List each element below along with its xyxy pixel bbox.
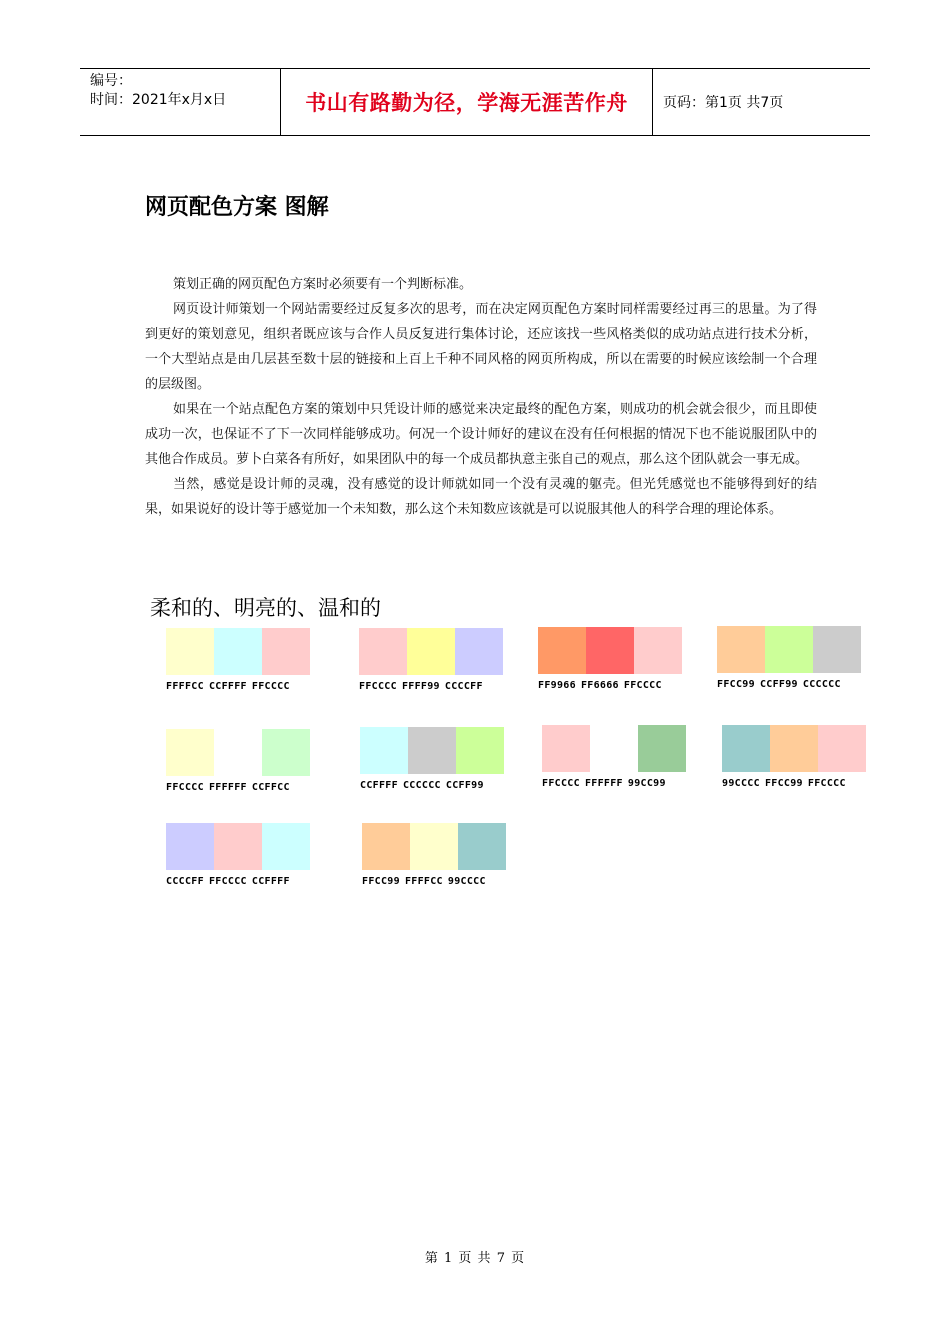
color-code-label: FFFFCC — [404, 876, 443, 887]
color-code-label: CCFFFF — [251, 876, 290, 887]
swatch-row — [166, 823, 310, 870]
body-text — [145, 272, 817, 522]
color-swatch — [818, 725, 866, 772]
color-swatch — [813, 626, 861, 673]
color-code-label: CCCCCC — [402, 780, 441, 791]
swatch-row — [362, 823, 506, 870]
color-code-label: FFCCCC — [542, 778, 580, 789]
color-swatch — [586, 627, 634, 674]
swatch-labels — [166, 876, 310, 887]
swatch-row — [360, 727, 504, 774]
section-title: 柔和的、明亮的、温和的 — [150, 596, 381, 620]
color-swatch — [262, 729, 310, 776]
swatch-row — [359, 628, 503, 675]
color-swatch — [362, 823, 410, 870]
swatch-labels — [717, 679, 861, 690]
color-code-label: 99CCCC — [722, 778, 760, 789]
document-header — [80, 68, 870, 136]
swatch-labels — [362, 876, 506, 887]
color-code-label: FFCC99 — [362, 876, 400, 887]
swatch-row — [538, 627, 682, 674]
color-swatch — [214, 729, 262, 776]
swatch-group — [362, 823, 506, 887]
color-code-label: FFCCCC — [251, 681, 290, 692]
color-code-label: FFCC99 — [717, 679, 755, 690]
color-code-label: FFCC99 — [764, 778, 803, 789]
color-swatch — [590, 725, 638, 772]
color-swatch — [410, 823, 458, 870]
time-label: 时间：2021年x月x日 — [90, 92, 227, 108]
header-page-info: 页码：第1页 共7页 — [663, 95, 784, 111]
color-swatch — [638, 725, 686, 772]
swatch-labels — [542, 778, 686, 789]
swatch-group — [166, 823, 310, 887]
header-meta — [80, 69, 281, 135]
color-swatch — [458, 823, 506, 870]
paragraph: 如果在一个站点配色方案的策划中只凭设计师的感觉来决定最终的配色方案，则成功的机会就会很少，而且即使成功一次，也保证不了下一次同样能够成功。何况一个设计师好的建议在没有任何根据的情况下也不能说服团队中的其他合作成员。萝卜白菜各有所好，如果团队中的每一个成员都执意主张自己的观点，那么这个团队就会一事无成。 — [145, 402, 817, 467]
document-title: 网页配色方案 图解 — [145, 195, 329, 220]
color-code-label: FFFFFF — [584, 778, 623, 789]
color-code-label: CCFFFF — [208, 681, 247, 692]
swatch-row — [717, 626, 861, 673]
color-swatch — [770, 725, 818, 772]
swatch-group — [359, 628, 503, 692]
color-swatch — [166, 628, 214, 675]
color-code-label: CCFF99 — [759, 679, 798, 690]
color-swatch — [717, 626, 765, 673]
color-code-label: FFCCCC — [208, 876, 247, 887]
color-code-label: FFCCCC — [359, 681, 397, 692]
paragraph: 当然，感觉是设计师的灵魂，没有感觉的设计师就如同一个没有灵魂的躯壳。但光凭感觉也不能够得到好的结果，如果说好的设计等于感觉加一个未知数，那么这个未知数应该就是可以说服其他人的科学合理的理论体系。 — [145, 477, 817, 517]
color-code-label: CCFFFF — [360, 780, 398, 791]
swatch-row — [166, 628, 310, 675]
color-swatch — [262, 823, 310, 870]
color-code-label: FF9966 — [538, 680, 576, 691]
color-code-label: FFFFFF — [208, 782, 247, 793]
color-swatch — [166, 823, 214, 870]
color-swatch — [722, 725, 770, 772]
color-swatch — [360, 727, 408, 774]
color-swatch — [634, 627, 682, 674]
swatch-row — [542, 725, 686, 772]
swatch-row — [722, 725, 866, 772]
swatch-group — [166, 628, 310, 692]
swatch-labels — [359, 681, 503, 692]
color-swatch — [407, 628, 455, 675]
color-code-label: CCCCFF — [444, 681, 483, 692]
color-code-label: CCFFCC — [251, 782, 290, 793]
swatch-group — [542, 725, 686, 789]
header-motto: 书山有路勤为径，学海无涯苦作舟 — [281, 69, 653, 135]
color-swatch — [166, 729, 214, 776]
number-label: 编号： — [90, 73, 132, 89]
color-code-label: FF6666 — [580, 680, 619, 691]
swatch-group — [360, 727, 504, 791]
color-code-label: FFFFCC — [166, 681, 204, 692]
color-code-label: 99CCCC — [447, 876, 486, 887]
color-swatch — [359, 628, 407, 675]
swatch-row — [166, 729, 310, 776]
paragraph: 网页设计师策划一个网站需要经过反复多次的思考，而在决定网页配色方案时同样需要经过再三的思量。为了得到更好的策划意见，组织者既应该与合作人员反复进行集体讨论，还应该找一些风格类似的成功站点进行技术分析，一个大型站点是由几层甚至数十层的链接和上百上千种不同风格的网页所构成，所以在需要的时候应该绘制一个合理的层级图。 — [145, 302, 817, 392]
color-swatch — [262, 628, 310, 675]
swatch-group — [538, 627, 682, 691]
color-swatch — [765, 626, 813, 673]
color-swatch — [455, 628, 503, 675]
swatch-group — [717, 626, 861, 690]
color-swatch — [408, 727, 456, 774]
color-code-label: CCCCFF — [166, 876, 204, 887]
color-swatch — [214, 823, 262, 870]
swatch-group — [722, 725, 866, 789]
color-swatch — [456, 727, 504, 774]
swatch-group — [166, 729, 310, 793]
color-swatch — [214, 628, 262, 675]
swatch-labels — [166, 681, 310, 692]
color-code-label: CCFF99 — [445, 780, 484, 791]
page-footer: 第 1 页 共 7 页 — [424, 1251, 526, 1266]
color-code-label: 99CC99 — [627, 778, 666, 789]
color-code-label: FFCCCC — [623, 680, 662, 691]
color-code-label: FFFF99 — [401, 681, 440, 692]
swatch-labels — [360, 780, 504, 791]
color-code-label: CCCCCC — [802, 679, 841, 690]
color-swatch — [538, 627, 586, 674]
paragraph: 策划正确的网页配色方案时必须要有一个判断标准。 — [173, 277, 473, 292]
color-code-label: FFCCCC — [166, 782, 204, 793]
swatch-labels — [166, 782, 310, 793]
swatch-labels — [722, 778, 866, 789]
color-code-label: FFCCCC — [807, 778, 846, 789]
color-swatch — [542, 725, 590, 772]
swatch-labels — [538, 680, 682, 691]
